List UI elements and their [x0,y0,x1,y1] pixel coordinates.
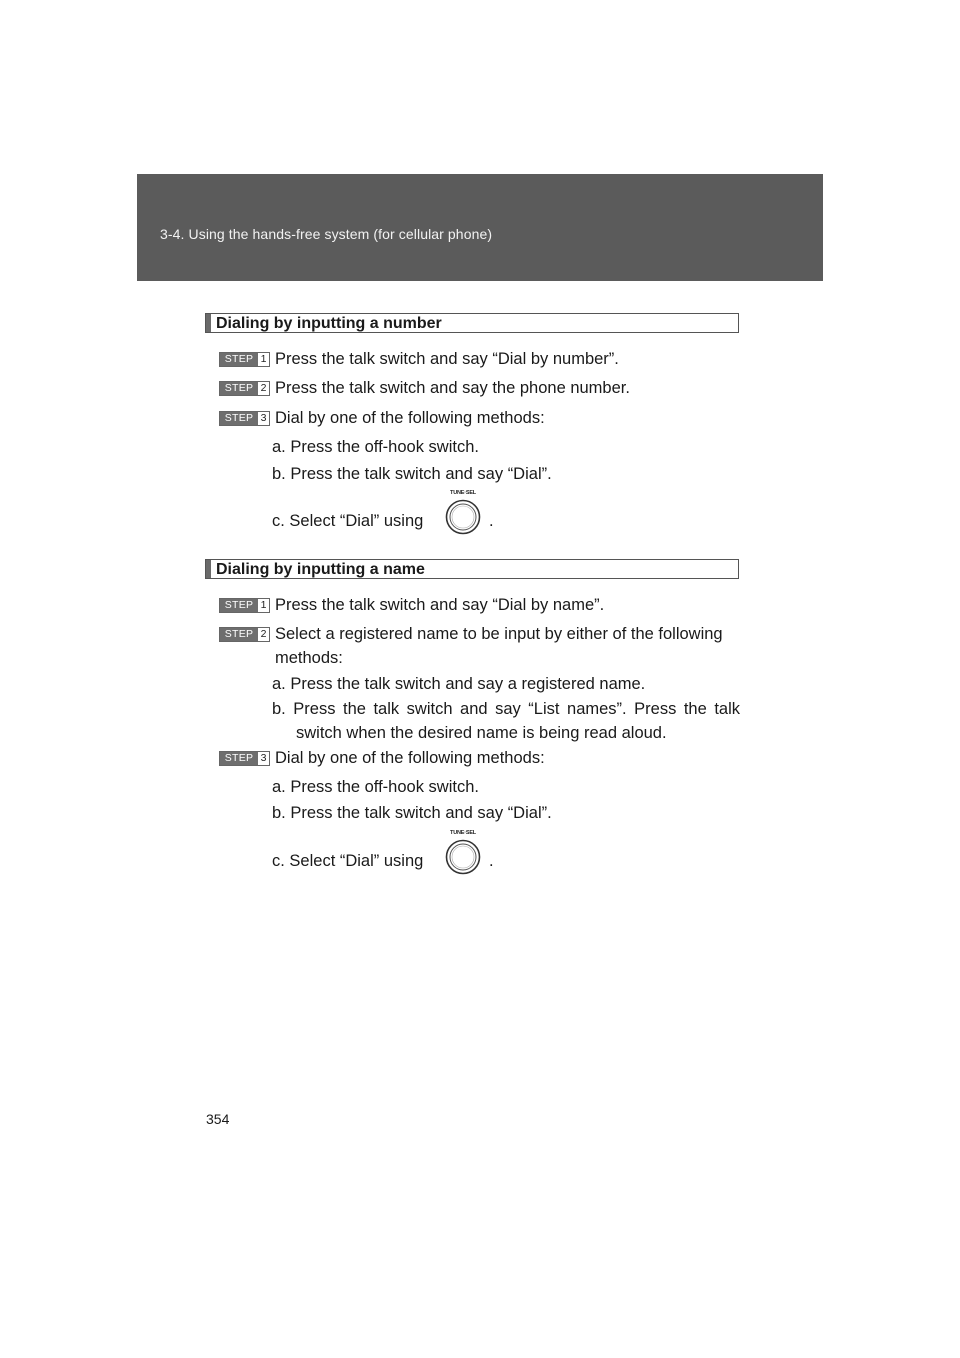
step-badge-label: STEP [220,628,258,641]
name-method-item-continued: switch when the desired name is being read aloud. [296,724,667,742]
knob-label: TUNE·SEL [450,490,476,496]
step-badge-number: 3 [258,752,269,765]
step-text: Press the talk switch and say “Dial by name”. [275,596,605,614]
step-text: Dial by one of the following methods: [275,409,545,427]
knob-dial-icon [445,499,481,535]
step-badge-number: 2 [258,382,269,395]
step-badge-label: STEP [220,412,258,425]
name-method-item: a. Press the talk switch and say a registered name. [272,675,646,693]
tune-sel-knob-icon [443,830,483,878]
step-text: Press the talk switch and say the phone number. [275,379,630,397]
step-badge-3 [219,751,270,766]
step-text: Select a registered name to be input by either of the following [275,625,723,643]
step-badge-number: 1 [258,599,269,612]
step-badge-number: 3 [258,412,269,425]
method-item: b. Press the talk switch and say “Dial”. [272,465,552,483]
method-period: . [489,512,494,530]
tune-sel-knob-icon [443,490,483,538]
method-item: a. Press the off-hook switch. [272,438,479,456]
step-text-continued: methods: [275,649,343,667]
breadcrumb: 3-4. Using the hands-free system (for cellular phone) [160,226,493,242]
step-badge-1 [219,598,270,613]
step-badge-3 [219,411,270,426]
method-item: a. Press the off-hook switch. [272,778,479,796]
step-badge-label: STEP [220,599,258,612]
step-badge-2 [219,381,270,396]
page-number: 354 [206,1111,230,1127]
step-badge-label: STEP [220,353,258,366]
method-item: b. Press the talk switch and say “Dial”. [272,804,552,822]
section-heading-dial-by-name: Dialing by inputting a name [205,559,739,579]
step-badge-label: STEP [220,382,258,395]
method-period: . [489,852,494,870]
chapter-header [137,174,823,281]
method-item: c. Select “Dial” using [272,512,424,530]
step-badge-number: 2 [258,628,269,641]
step-badge-number: 1 [258,353,269,366]
method-item: c. Select “Dial” using [272,852,424,870]
knob-dial-icon [445,839,481,875]
section-heading-dial-by-number: Dialing by inputting a number [205,313,739,333]
step-badge-2 [219,627,270,642]
knob-label: TUNE·SEL [450,830,476,836]
name-method-item: b. Press the talk switch and say “List names”. Press the talk [272,700,740,718]
step-badge-1 [219,352,270,367]
step-text: Dial by one of the following methods: [275,749,545,767]
step-badge-label: STEP [220,752,258,765]
step-text: Press the talk switch and say “Dial by number”. [275,350,619,368]
